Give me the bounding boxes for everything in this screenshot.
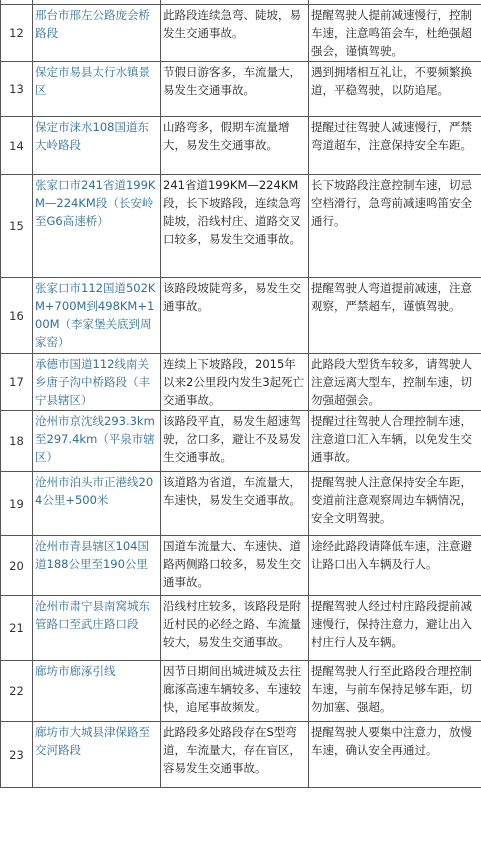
location-cell: 廊坊市大城县津保路至交河路段 xyxy=(33,722,161,788)
location-cell: 沧州市肃宁县南窝城东管路口至武庄路口段 xyxy=(33,596,161,661)
row-number: 19 xyxy=(1,472,33,536)
risk-description-cell: 山路弯多，假期车流量增大，易发生交通事故。 xyxy=(161,117,309,175)
row-number: 20 xyxy=(1,536,33,596)
table-row xyxy=(1,62,481,117)
location-cell: 沧州市京沈线293.3km至297.4km（平泉市辖区） xyxy=(33,411,161,472)
row-number: 15 xyxy=(1,175,33,278)
table-row xyxy=(1,5,481,62)
table-row xyxy=(1,596,481,661)
safety-tip-cell: 提醒驾驶人注意保持安全车距，变道前注意观察周边车辆情况，安全文明驾驶。 xyxy=(309,472,481,536)
safety-tip-cell: 提醒驾驶人经过村庄路段提前减速慢行，保持注意力，避让出入村庄行人及车辆。 xyxy=(309,596,481,661)
row-number: 16 xyxy=(1,278,33,354)
safety-tip-cell: 遇到拥堵相互礼让，不要频繁换道，平稳驾驶，以防追尾。 xyxy=(309,62,481,117)
location-cell: 沧州市青县辖区104国道188公里至190公里 xyxy=(33,536,161,596)
risk-description-cell: 241省道199KM—224KM段，长下坡路段，连续急弯陡坡，沿线村庄、道路交叉口较多，易发生交通事故。 xyxy=(161,175,309,278)
row-number: 12 xyxy=(1,5,33,62)
table-row xyxy=(1,354,481,411)
safety-tip-cell: 提醒驾驶人提前减速慢行，控制车速，注意鸣笛会车，杜绝强超强会，谨慎驾驶。 xyxy=(309,5,481,62)
location-cell: 保定市易县太行水镇景区 xyxy=(33,62,161,117)
row-number: 14 xyxy=(1,117,33,175)
risk-description-cell: 节假日游客多，车流量大，易发生交通事故。 xyxy=(161,62,309,117)
risk-description-cell: 国道车流量大、车速快、道路两侧路口较多，易发生交通事故。 xyxy=(161,536,309,596)
safety-tip-cell: 提醒驾驶人行至此路段合理控制车速，与前车保持足够车距，切勿加塞、强超。 xyxy=(309,661,481,722)
safety-tip-cell: 途经此路段请降低车速，注意避让路口出入车辆及行人。 xyxy=(309,536,481,596)
location-cell: 张家口市112国道502KM+700M到498KM+100M（李家堡关底到周家窑） xyxy=(33,278,161,354)
location-cell: 承德市国道112线南关乡唐子沟中桥路段（丰宁县辖区） xyxy=(33,354,161,411)
safety-tip-cell: 提醒驾驶人要集中注意力，放慢车速，确认安全再通过。 xyxy=(309,722,481,788)
table-row xyxy=(1,411,481,472)
safety-tip-cell: 长下坡路段注意控制车速，切忌空档滑行，急弯前减速鸣笛安全通行。 xyxy=(309,175,481,278)
row-number: 18 xyxy=(1,411,33,472)
safety-tip-cell: 提醒过往驾驶人减速慢行，严禁弯道超车，注意保持安全车距。 xyxy=(309,117,481,175)
location-cell: 张家口市241省道199KM—224KM段（长安岭至G6高速桥） xyxy=(33,175,161,278)
table-row xyxy=(1,175,481,278)
risk-description-cell: 该道路为省道，车流量大，车速快，易发生交通事故。 xyxy=(161,472,309,536)
safety-tip-cell: 此路段大型货车较多，请驾驶人注意远离大型车，控制车速，切勿强超强会。 xyxy=(309,354,481,411)
risk-description-cell: 此路段多处路段存在S型弯道，车流量大，存在盲区，容易发生交通事故。 xyxy=(161,722,309,788)
row-number: 23 xyxy=(1,722,33,788)
row-number: 21 xyxy=(1,596,33,661)
table-row xyxy=(1,117,481,175)
location-cell: 邢台市邢左公路庞会桥路段 xyxy=(33,5,161,62)
safety-tip-cell: 提醒过往驾驶人合理控制车速，注意道口汇入车辆，以免发生交通事故。 xyxy=(309,411,481,472)
risk-description-cell: 沿线村庄较多，该路段是附近村民的必经之路、车流量较大，易发生交通事故。 xyxy=(161,596,309,661)
risk-description-cell: 该路段坡陡弯多，易发生交通事故。 xyxy=(161,278,309,354)
table-row xyxy=(1,472,481,536)
table-row xyxy=(1,722,481,788)
risk-description-cell: 该路段平直，易发生超速驾驶，岔口多，避让不及易发生交通事故。 xyxy=(161,411,309,472)
risk-description-cell: 因节日期间出城进城及去往廊涿高速车辆较多、车速较快，追尾事故频发。 xyxy=(161,661,309,722)
location-cell: 沧州市泊头市正港线204公里+500米 xyxy=(33,472,161,536)
row-number: 13 xyxy=(1,62,33,117)
safety-tip-cell: 提醒驾驶人弯道提前减速，注意观察，严禁超车，谨慎驾驶。 xyxy=(309,278,481,354)
location-cell: 保定市涞水108国道东大岭路段 xyxy=(33,117,161,175)
location-cell: 廊坊市廊涿引线 xyxy=(33,661,161,722)
risk-description-cell: 此路段连续急弯、陡坡，易发生交通事故。 xyxy=(161,5,309,62)
risk-description-cell: 连续上下坡路段，2015年以来2公里段内发生3起死亡交通事故。 xyxy=(161,354,309,411)
table-row xyxy=(1,661,481,722)
row-number: 22 xyxy=(1,661,33,722)
table-row xyxy=(1,278,481,354)
row-number: 17 xyxy=(1,354,33,411)
table-row xyxy=(1,536,481,596)
